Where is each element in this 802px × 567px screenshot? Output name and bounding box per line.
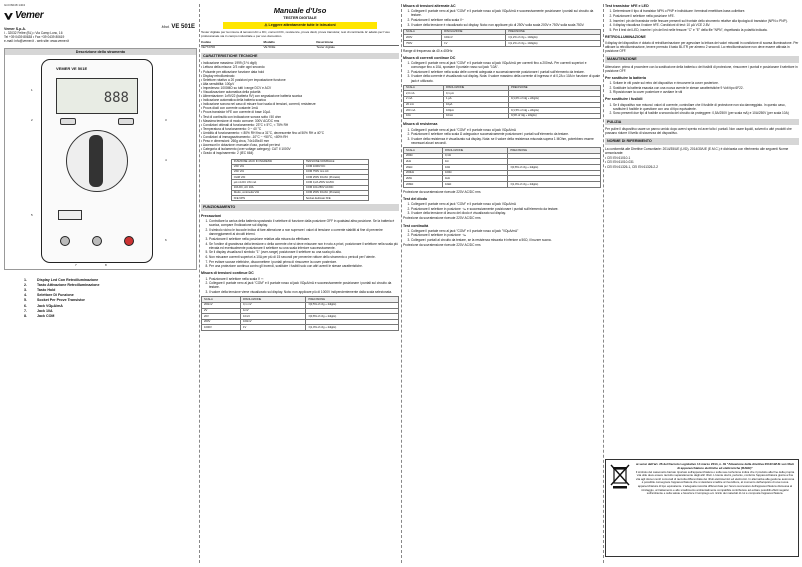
legend-item: 6. Jack VΩμA/mA (24, 303, 63, 308)
table-row: V/Ω/ V/A COM 750V rms AC (231, 169, 369, 174)
step-item: 3. Il valore della tensione viene visualizzato sul display. Nota: non applicare più di 1000V indipendentemente dalla scala selezionata. (209, 290, 399, 294)
norm-item: • CEI EN 61010-031 (605, 160, 799, 164)
table-row: Diodo, continuità V/Ω COM 250V DC/AC (Protetto) (231, 190, 369, 195)
vemer-logo-icon (4, 13, 13, 20)
callout-1: 1 (31, 87, 33, 92)
feature-item: • Alta sensibilità: 100μV (201, 82, 399, 86)
features-list (201, 61, 399, 155)
table-row: V/Ω/ V/A COM 1000V DC (231, 164, 369, 169)
feature-item: • Prova transistor hFE con corrente di base 10μA (201, 110, 399, 114)
feature-item: • Impedenza: 1000MΩ su tutti i range DCV e ACV (201, 86, 399, 90)
table-row: 200mV 0,1 mV ±(0,5% of rdg + 2digits) (202, 302, 399, 308)
instrument-figure (4, 48, 197, 270)
company-address: I - 32032 Feltre (BL) • Via Camp Lonc, 16 (4, 31, 63, 36)
res-protection: Protezione da sovratensione ricevute 220V AC/DC rms (403, 189, 481, 194)
table-row: 2V 1mV (202, 308, 399, 314)
table-row: 10A 10mA ±(3% of rdg + 2digits) (404, 113, 601, 119)
maintenance-text: Attenzione: prima di procedere con la sostituzione della batteria o dei fusibili di protezione, rimuovere i puntali e posizionare il selettore in posizione OFF. (605, 64, 798, 73)
step-item: 2. Sono presenti due tipi di fusibile a seconda del circuito da proteggere: 0,5A/250V (per scala mA) e 10A/250V (per scala 10A) (613, 111, 799, 115)
battery-steps (605, 81, 799, 94)
acv-table (403, 29, 601, 47)
precaution-item: 1. Controllare la carica della batteria spostando il selettore di funzione dalla posizione OFF in qualsiasi altra posizione. Se la batteria è scarica, compare l'indicazione sul display. (209, 219, 399, 227)
legend-item: 7. Jack 10A (24, 308, 53, 313)
step-item: 1. Collegare il puntale nero al jack "COM" e il puntale rosso al jack VΩμA/mA e successivamente posizionare i puntali sul circuito da testare. (411, 9, 601, 17)
acv-title: Misura di tensioni alternate AC (403, 4, 456, 8)
feature-item: • Indicazione sonora nel caso di misure fuori scala di tensioni, correnti, resistenze (201, 102, 399, 106)
step-item: 2. Posizionare il selettore in posizione ⊣▸ e successivamente posizionare i puntali sull'elemento da testare. (411, 207, 601, 211)
feature-item: • Indicazione automatica della batteria scarica (201, 98, 399, 102)
precaution-item: 8. Per una protezione continua contro gli incendi, sostituire i fusibili solo con altri aventi le stesse caratteristiche. (209, 264, 399, 268)
res-title: Misura di resistenza (403, 122, 438, 127)
legend-item: 3. Tasto Hold (24, 287, 56, 292)
backlight-heading: RETROILLUMINAZIONE (605, 35, 646, 40)
table-row: 2kΩ 1Ω (404, 159, 601, 165)
step-item: 2. Posizionare il selettore nella scala Ω adeguata e successivamente posizionare i puntali sull'elemento da testare. (411, 132, 601, 136)
crossed-bin-icon (609, 463, 631, 553)
precaution-item: 3. Posizionare il selettore nella posizione relativa alla misura da effettuare. (209, 237, 399, 241)
step-item: 1. Collegare il puntale nero al jack "COM" e il puntale rosso al jack VΩμA/mA (411, 128, 601, 132)
cont-title: Test continuità (403, 223, 429, 228)
intro-text: Tester digitale per la misura di tensioni AC e DC, correnti DC, resistenze, prova diodi, prova transistor, test di continuità. E' adatto per l'uso professionale sia in campo industriale e per uso domestico. (201, 30, 390, 38)
feature-item: • Umidità di funzionamento: < 80% RH fino a 31°C, decrescente fino al 50% RH a 40°C (201, 131, 399, 135)
feature-item: • Categoria di isolamento (over voltage category): CAT II 1000V (201, 147, 399, 151)
brand-name: Vemer (15, 9, 44, 21)
function-selector-dial (66, 130, 128, 192)
step-item: 1. Collegare il puntale nero al jack "COM" e il puntale rosso al jack VΩμA/mA (411, 202, 601, 206)
backlight-text: Il display del dispositivo è dotato di retroilluminazione per agevolare la lettura dei valori misurati in condizione di scarsa illuminazione. Per attivare la retroilluminazione, tenere premuto il tasto BL/TR per almeno 2 secondi. La retroilluminazione non deve essere attivata in posizione OFF. (605, 40, 799, 53)
jack-vohm (124, 236, 134, 246)
company-phone: Tel +39 0439 80638 • Fax +39 0439 80619 (4, 35, 65, 40)
step-item: 1. Svitare le viti poste sul retro del dispositivo e rimuovere la cover posteriore. (613, 81, 799, 85)
column-divider (603, 4, 604, 563)
meter-digits: 888 (103, 89, 129, 106)
weee-title: ai sensi dell'art. 26 del Decreto Legislativo 14 marzo 2014, n. 49 "Attuazione della direttiva 2012/19/UE sui rifiuti di apparecchiature elettriche ed elettroniche (RAEE)" (635, 462, 795, 470)
dca-steps (403, 61, 601, 83)
norms-heading: NORME DI RIFERIMENTO (605, 138, 799, 145)
feature-item: • Visualizzazione automatica della polarità (201, 90, 399, 94)
warning-banner: ⚠ Leggere attentamente tutte le istruzioni (223, 22, 377, 29)
selector-knob (89, 135, 103, 187)
column-1 (4, 4, 197, 563)
callout-2: 2 (31, 117, 33, 122)
step-item: 2. Collegare il puntale nero al jack "COM" e il puntale rosso al jack VΩμA/mA e successivamente posizionare i puntali sul circuito da testare. (209, 281, 399, 289)
dcv-steps (201, 277, 399, 295)
battery-title: Per sostituire la batteria (605, 75, 646, 80)
step-item: 2. Sostituire la batteria esausta con una nuova avente le stesse caratteristiche 9 Volt tipo 6F22. (613, 86, 799, 90)
callout-5: 5 (31, 212, 33, 217)
feature-item: • Condizioni di immagazzinamento: -10°C ~ +50°C, <80% RH (201, 135, 399, 139)
meter-display (56, 78, 138, 114)
callout-4: 4 (165, 157, 167, 162)
cont-steps (403, 229, 601, 242)
feature-item: • Peso e dimensioni: 260g circa, 74x145x40 mm (201, 139, 399, 143)
maintenance-heading: MANUTENZIONE (605, 56, 799, 63)
table-row: 200Ω 0,1Ω (404, 153, 601, 159)
step-item: 1. Posizionare il selettore nella scala V ⎓ (209, 277, 399, 281)
feature-item: • Temperatura di funzionamento: 0 ~ 40 °C (201, 127, 399, 131)
table-row: 10A DC, AC 10A COM 10A 250V AC/DC (231, 185, 369, 190)
weee-notice (605, 459, 799, 557)
cleaning-text: Per pulire il dispositivo usare un panno umido dopo avervi spento ed aver tolto i puntali. Non usare liquidi, solventi o altri prodotti che possano ridurre il livello di sicurezza del dispositivo. (605, 127, 792, 136)
res-table (403, 147, 601, 187)
callout-8: 8 (105, 262, 107, 267)
table-row: 2 mA 1 μA ±(1,0% of rdg + 2digits) (404, 96, 601, 102)
table-row: 750V 1V ±(1,2% of rdg + 10digits) (404, 41, 601, 47)
precaution-item: 7. Per evitare scosse elettriche, disconnettere i puntali prima di rimuovere la cover posteriore. (209, 260, 399, 264)
precautions-list (201, 219, 399, 268)
product-code-table: Codice Modello Descrizione VE772700 VE 501E Tester digitale (201, 41, 399, 50)
weee-text-block (635, 463, 795, 553)
meter-brand-label: VEMER VE 501E (56, 65, 88, 71)
backlight-button (60, 118, 76, 125)
table-row: 1000V 1V ±(1,0% of rdg + 2digits) (202, 325, 399, 331)
feature-item: • Grado di inquinamento: 2 (IEC 664) (201, 151, 399, 155)
legend-item: 5. Socket Per Prove Transistor (24, 298, 85, 303)
step-item: 5. Per il test del LED, inserire i pin del led nelle fessure "C" e "E" della file "NPN", rispettando la polarità indicata. (613, 28, 799, 32)
doc-code: GCO6048 1404 (4, 4, 26, 7)
feature-item: • Pulsante per attivazione funzione data hold (201, 70, 399, 74)
step-item: 2. Posizionare il selettore nella scala V~ (411, 18, 601, 22)
step-item: 1. Collegare il puntale nero al jack "COM" e il puntale rosso al jack "VΩμA/mA" (411, 229, 601, 233)
hfe-title: Test transistor hFE e LED (605, 4, 649, 8)
column-divider (199, 4, 200, 563)
jack-10a (60, 236, 70, 246)
legend-item: 4. Selettore Di Funzione (24, 293, 74, 298)
diode-protection: Protezione da sovratensione ricevute 220V AC/DC rms (403, 216, 481, 221)
table-header-row: SCALA RISOLUZIONE PRECISIONE (202, 297, 399, 303)
feature-item: • Prova diodi con corrente costante 1mA (201, 106, 399, 110)
callout-6: 6 (165, 237, 167, 242)
manual-subtitle: TESTER DIGITALE (283, 15, 317, 20)
table-row: 2MΩ 1kΩ (404, 176, 601, 182)
norm-item: • CEI EN 61326-1, CEI EN 61326-2-2 (605, 165, 799, 169)
table-row: FUNZIONE JACK IN INGRESSI TENSIONE NOMINALE (231, 159, 369, 164)
step-item: 2. Posizionare il selettore in posizione ⊣▸ (411, 233, 601, 237)
table-row: 20V 10mV ±(0,8% of rdg + 2digits) (202, 314, 399, 320)
operation-heading: FUNZIONAMENTO (201, 204, 399, 211)
feature-item: • Massima tensione di modo comune: 300V AC/DC rms (201, 119, 399, 123)
feature-item: • Accessori in dotazione: manuale d'uso, puntali per test (201, 143, 399, 147)
instrument-heading: Descrizione dello strumento (5, 49, 196, 56)
column-3 (403, 4, 601, 563)
column-divider (401, 4, 402, 563)
precaution-item: 5. Se il display visualizza il simbolo "1" (over-range) posizionare il selettore su una scala più alta. (209, 250, 399, 254)
diode-title: Test del diodo (403, 196, 428, 201)
feature-item: • Selettore rotativo a 20 posizioni per impostazione funzione (201, 78, 399, 82)
table-row: OHM V/Ω COM 250V DC/AC (Protetto) (231, 175, 369, 180)
table-row: hFE NPN Socket dedicato hFE (231, 196, 369, 201)
norms-list (605, 156, 799, 168)
diode-steps (403, 202, 601, 215)
step-item: 1. Se il dispositivo non misura i valori di corrente, controllare che il fusibile di protezione non sia danneggiato. In questo caso, sostituire il fusibile in questione con uno di tipo equivalente. (613, 103, 799, 111)
precaution-item: 4. Se l'ordine di grandezza della tensione o della corrente che si deve misurare non è noto a priori, posizionare il selettore nella scala più elevata ed eventualmente posizionare il selettore su una scala inferiore successivamente. (209, 242, 399, 250)
norms-text: La conformità alle Direttive Comunitarie: 2014/35/UE (LVD), 2014/30/UE (E.M.C.) è dichiarata con riferimento alle seguenti Norme armonizzate: (605, 147, 789, 156)
fuse-steps (605, 103, 799, 116)
table-row: 200V 100mV ±(1,2% of rdg + 10digits) (404, 35, 601, 41)
legend-item: 8. Jack COM (24, 313, 55, 318)
step-item: 1. Determinare il tipo di transistor NPN o PNP e individuare i terminali emettitore-base-collettore. (613, 9, 799, 13)
step-item: 2. Posizionare il selettore nella scala delle correnti adeguata e successivamente posizionare i puntali sull'elemento da testare. (411, 70, 601, 74)
step-item: 2. Posizionare il selettore nella posizione hFE. (613, 14, 799, 18)
transistor-socket (58, 210, 82, 220)
feature-item: • Alimentazione: 1x9V22 (batteria 9V) con segnalazione batteria scarica (201, 94, 399, 98)
component-legend (4, 278, 197, 320)
step-item: 3. Inserire i pin del transistor nelle fessure presenti sul frontale dello strumento relative alla tipologia di transistor (NPN o PNP). (613, 19, 799, 23)
table-header-row: SCALA RISOLUZIONE PRECISIONE (404, 85, 601, 91)
norm-item: • CEI EN 61010-1 (605, 156, 799, 160)
acv-steps (403, 9, 601, 27)
feature-item: • Indicazione massima: 1999 (3 ½ digit) (201, 61, 399, 65)
manual-title: Manuale d'Uso (273, 6, 327, 15)
precaution-item: 2. Il simbolo vicino le boccole indica di fare attenzione a non superare i valori di tensione o corrente stabiliti al fine di prevenire danneggiamenti ai circuiti interni. (209, 228, 399, 236)
jack-com (92, 236, 102, 246)
legend-item: 1. Display Led Con Retroilluminazione (24, 277, 99, 282)
table-row: 20 mA 10μA (404, 102, 601, 108)
hfe-steps (605, 9, 799, 32)
step-item: 3. Il valore della tensione di lavoro del diodo è visualizzato sul display. (411, 211, 601, 215)
step-item: 3. Il valore della tensione è visualizzato sul display. Nota: non applicare più di 250V sulla scala 200V e 750V sulla scala 750V. (411, 23, 601, 27)
cleaning-heading: PULIZIA (605, 119, 799, 126)
table-row: μA mA DC V/Ω mA COM 0,2A 250V AC/DC (231, 180, 369, 185)
step-item: 3. Collegare i puntali al circuito da testare, se la resistenza misurata è inferiore a 50Ω, il buzzer suona. (411, 238, 601, 242)
table-row: 20MΩ 10kΩ ±(1,0% of rdg + 2digits) (404, 182, 601, 188)
step-item: 3. Riposizionare la cover posteriore e avvitare le viti (613, 90, 799, 94)
input-ratings-table (231, 159, 370, 202)
precaution-item: 6. Non misurare correnti superiori a 10A per più di 15 secondi per prevenire rotture dello strumento o pericoli per l'utente. (209, 255, 399, 259)
column-2 (201, 4, 399, 563)
acv-note: Range di frequenza da 40 a 400Hz (403, 48, 453, 53)
cont-protection: Protezione da sovratensione ricevute 220V AC/DC rms (403, 243, 481, 248)
table-row: 200V 100mV (202, 319, 399, 325)
model-prefix: Mod. (161, 25, 170, 29)
model-number: VE 501E (171, 24, 195, 30)
company-web: e-mail: info@vemer.it - web site: www.vemer.it (4, 39, 70, 44)
table-header-row: SCALA RISOLUZIONE PRECISIONE (404, 148, 601, 154)
manual-title-block (201, 6, 399, 20)
table-header-row: SCALA RISOLUZIONE PRECISIONE (404, 29, 601, 35)
step-item: 3. Il valore della corrente è visualizzato sul display. Nota: il valore massimo della corrente di ingresso è di 0,2A o 10A in funzione di quale jack è utilizzato. (411, 74, 601, 82)
feature-item: • Condizioni ottimali di funzionamento: 23°C ± 5°C, < 75% RH (201, 123, 399, 127)
company-name: Vemer S.p.A. (4, 26, 26, 31)
feature-item: • Test di continuità con indicazione sonora sotto i 50 ohm (201, 115, 399, 119)
table-row: 20kΩ 10Ω ±(0,8% of rdg + 2digits) (404, 165, 601, 171)
brand-logo (4, 10, 197, 23)
fuse-title: Per sostituire i fusibili (605, 97, 643, 102)
dca-table (403, 85, 601, 120)
step-item: 1. Collegare il puntale nero al jack "COM" e il puntale rosso al jack VΩμA/mA per correnti fino a 200mA. Per correnti superiori e comunque fino a 10A, spostare il puntale rosso sul jack "10A". (411, 61, 601, 69)
feature-item: • Lettura della misura: 2/3 volte ogni secondo (201, 65, 399, 69)
model-label (162, 24, 195, 32)
column-4 (605, 4, 799, 563)
hold-button (118, 118, 134, 125)
multimeter-illustration (41, 59, 153, 263)
features-heading: CARATTERISTICHE TECNICHE (201, 53, 399, 60)
dca-title: Misura di correnti continue DC (403, 55, 456, 60)
table-row: 200 mA 100μA ±(1,5% of rdg + 2digits) (404, 108, 601, 114)
feature-item: • Display retroilluminato (201, 74, 399, 78)
res-steps (403, 128, 601, 146)
step-item: 4. Il display visualizza il valore hFE. Condizioni di test: 10 μA VCE 2.8V. (613, 23, 799, 27)
callout-3: 3 (165, 117, 167, 122)
dcv-table (201, 296, 399, 331)
callout-7: 7 (75, 262, 77, 267)
dcv-title: Misura di tensioni continue DC (201, 271, 254, 276)
table-row: 200kΩ 100Ω (404, 170, 601, 176)
legend-item: 2. Tasto Attivazione Retroilluminazione (24, 282, 100, 287)
table-row: 2,0 mA 0,1 μA (404, 91, 601, 97)
step-item: 3. Il valore della resistenza è visualizzato sul display. Nota: se il valore della resistenza misurata supera 1 MOhm, potrebbero essere necessari alcuni secondi. (411, 137, 601, 145)
precautions-title: Precauzioni (201, 214, 222, 219)
weee-body: Il simbolo del cassonetto barrato riportato sull'apparecchiatura o sulla sua confezione indica che il prodotto alla fine della propria vita utile deve essere raccolto separatamente dagli altri rifiuti. L'utente dovrà, pertanto, conferire l'apparecchiatura giunta a fine vita agli idonei centri comunali di raccolta differenziata dei rifiuti elettrotecnici ed elettronici. In alternativa alla gestione autonoma è possibile consegnare l'apparecchiatura che si desidera smaltire al rivenditore, al momento dell'acquisto di una nuova apparecchiatura di tipo equivalente. L'adeguata raccolta differenziata per l'avvio successivo dell'apparecchiatura dismessa al riciclaggio, al trattamento e allo smaltimento ambientalmente compatibile contribuisce ad evitare possibili effetti negativi sull'ambiente e sulla salute e favorisce il reimpiego e/o riciclo dei materiali di cui è composta l'apparecchiatura. (635, 469, 795, 496)
